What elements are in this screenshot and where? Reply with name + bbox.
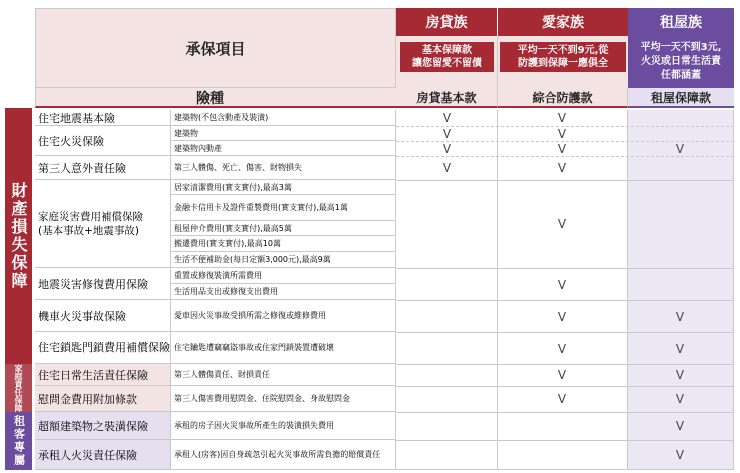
plan-row-line [396,300,734,301]
check-mark: V [442,111,452,125]
coverage-title: 承保項目 [185,39,246,58]
row-excess-decoration-detail-0: 承租的房子因火災事故所產生的裝潢損失費用 [171,412,396,440]
row-family-disaster-detail-2: 租屋仲介費用(實支實付),最高5萬 [171,221,396,236]
row-scooter-fire-detail-0: 愛車因火災事故受損所需之修復或維修費用 [171,300,396,332]
check-mark: V [442,161,452,175]
row-daily-liability-detail-0: 第三人體傷責任、財損責任 [171,364,396,386]
check-mark: V [557,310,567,324]
check-mark: V [442,142,452,156]
row-earthquake-detail-0: 建築物(不包含動產及裝潢) [171,110,396,126]
plan-column-divider-1 [497,110,498,470]
row-condolence-item: 慰問金費用附加條款 [35,386,171,412]
plan-row-line [396,440,734,441]
row-tenant-fire-detail-0: 承租人(房客)因自身疏忽引起火災事故所需負擔的賠償責任 [171,440,396,470]
group-renter-name: 租屋族 [628,8,734,36]
row-third-party-detail-0: 第三人體傷、死亡、傷害、財物損失 [171,156,396,180]
plan-row-line [396,412,734,413]
plan-row-line [396,268,734,269]
check-mark: V [557,111,567,125]
category-family-liability: 家庭責任保障 [5,364,32,412]
category-property-loss: 財產損失保障 [5,108,32,364]
plan-row-line [396,364,734,365]
row-fire-item: 住宅火災保險 [35,126,171,156]
row-excess-decoration-item: 超額建築物之裝潢保險 [35,412,171,440]
group-mortgage-name: 房貸族 [396,8,498,36]
plan-mortgage-basic: 房貸基本款 [396,88,498,108]
row-family-disaster-detail-1: 金融卡信用卡及證件重製費用(實支實付),最高1萬 [171,195,396,221]
plan-column-divider-3 [733,110,734,470]
row-earthquake-item: 住宅地震基本險 [35,110,171,126]
row-fire-detail-1: 建築物內動產 [171,141,396,156]
check-mark: V [675,310,685,324]
plan-column-divider-2 [627,110,628,470]
row-scooter-fire-item: 機車火災事故保險 [35,300,171,332]
row-family-disaster-detail-4: 生活不便補助金(每日定額3,000元),最高9萬 [171,252,396,268]
plan-row-line [396,180,734,181]
row-lock-item: 住宅鎖匙門鎖費用補償保險 [35,332,171,364]
check-mark: V [675,142,685,156]
row-condolence-detail-0: 第三人傷害費用慰問金、住院慰問金、身故慰問金 [171,386,396,412]
insurance-type-title: 險種 [196,91,224,107]
plan-row-line [396,386,734,387]
check-mark: V [557,217,567,231]
plan-row-line [396,469,734,470]
row-family-disaster-detail-3: 搬遷費用(實支實付),最高10萬 [171,236,396,252]
check-mark: V [675,342,685,356]
group-renter-slogan: 平均一天不到3元, 火災或日常生活責 任都涵蓋 [628,36,734,88]
renter-column-bg [628,110,734,470]
row-quake-repair-item: 地震災害修復費用保險 [35,268,171,300]
check-mark: V [557,142,567,156]
row-quake-repair-detail-0: 重置或修復裝潢所需費用 [171,268,396,284]
check-mark: V [557,127,567,141]
plan-row-line [396,332,734,333]
check-mark: V [557,342,567,356]
check-mark: V [675,392,685,406]
check-mark: V [557,161,567,175]
row-fire-detail-0: 建築物 [171,126,396,141]
check-mark: V [675,448,685,462]
check-mark: V [557,278,567,292]
row-quake-repair-detail-1: 生活用品支出或修復支出費用 [171,284,396,300]
plan-row-line [396,156,734,157]
row-family-disaster-item: 家庭災害費用補償保險 (基本事故+地震事故) [35,180,171,268]
check-mark: V [557,368,567,382]
plan-family-comprehensive: 綜合防護款 [498,88,628,108]
row-family-disaster-detail-0: 居家清潔費用(實支實付),最高3萬 [171,180,396,195]
category-renter-exclusive: 租客專屬 [5,412,32,470]
row-third-party-item: 第三人意外責任險 [35,156,171,180]
check-mark: V [557,392,567,406]
group-family-name: 愛家族 [498,8,628,36]
group-family-slogan: 平均一天不到9元,從 防護到保障一應俱全 [500,42,626,72]
check-mark: V [675,419,685,433]
row-lock-detail-0: 住宅鑰匙遭竊竊盜事故或住家門鎖裝置遭破壞 [171,332,396,364]
row-daily-liability-item: 住宅日常生活責任保險 [35,364,171,386]
plan-renter-protection: 租屋保障款 [628,88,734,108]
group-mortgage-slogan: 基本保障款 讓您留愛不留債 [400,42,494,72]
row-tenant-fire-item: 承租人火災責任保險 [35,440,171,470]
check-mark: V [675,368,685,382]
check-mark: V [442,127,452,141]
